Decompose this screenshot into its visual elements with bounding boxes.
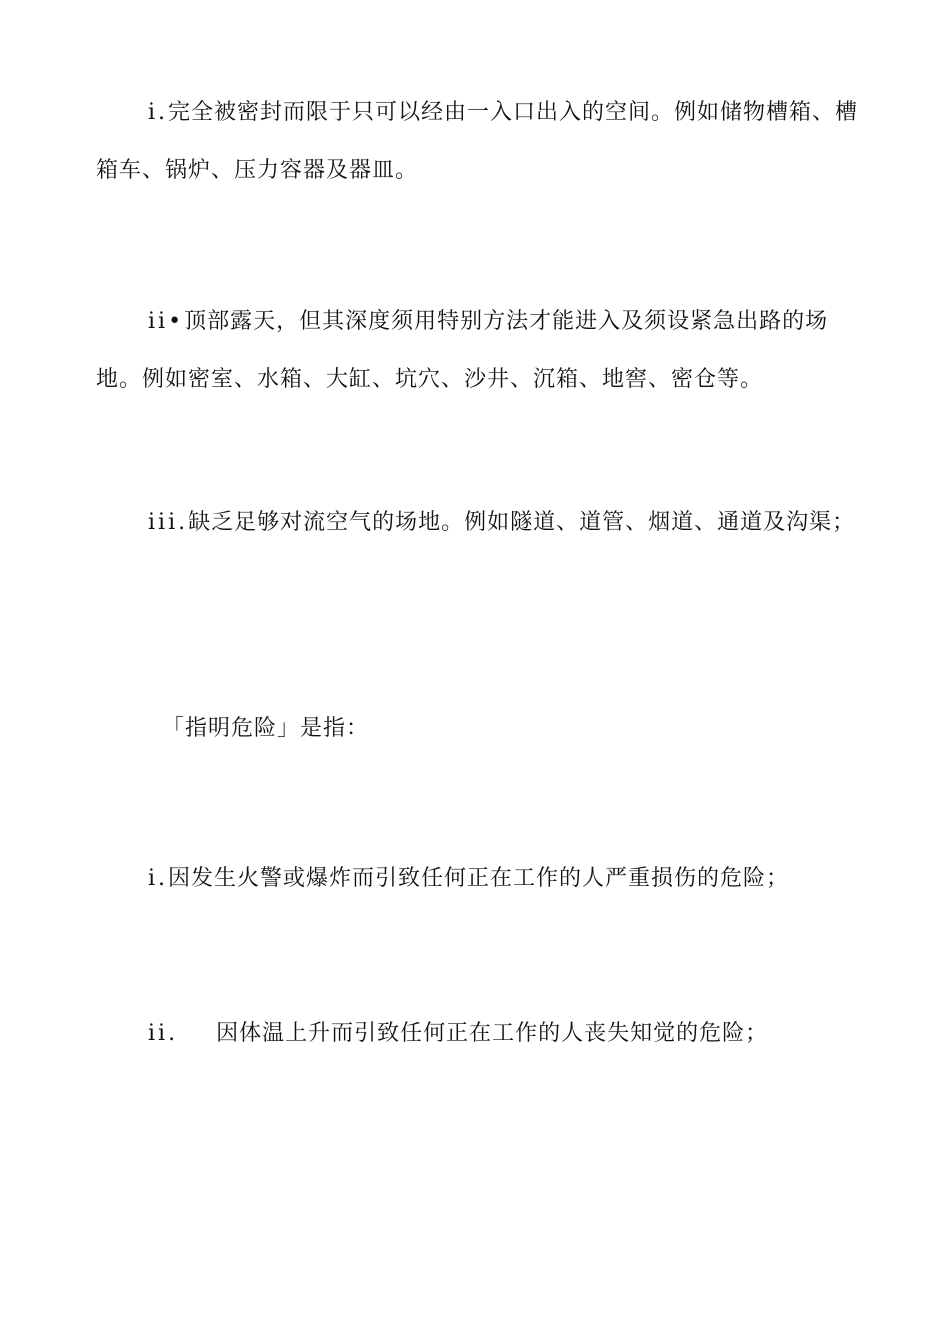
list-marker: i.: [148, 100, 169, 125]
list-marker: ii•: [148, 309, 185, 334]
paragraph-item-iii-poor-ventilation: [96, 494, 866, 552]
paragraph-text: 因体温上升而引致任何正在工作的人丧失知觉的危险；: [216, 1021, 769, 1046]
paragraph-item-ii-open-top-space: [96, 293, 866, 409]
list-marker: i.: [148, 866, 169, 891]
paragraph-text: 缺乏足够对流空气的场地。例如隧道、道管、烟道、通道及沟渠；: [188, 510, 856, 535]
paragraph-danger-i-fire-explosion: [96, 850, 866, 908]
paragraph-specified-danger-heading: [96, 700, 866, 758]
list-marker: iii.: [148, 510, 189, 535]
list-marker: ii.: [148, 1021, 179, 1046]
paragraph-item-i-enclosed-space: [96, 84, 866, 200]
paragraph-text: 完全被密封而限于只可以经由一入口出入的空间。例如储物槽箱、槽箱车、锅炉、压力容器及器皿。: [96, 100, 859, 183]
paragraph-danger-ii-body-temperature: [96, 1005, 866, 1063]
paragraph-text: 顶部露天，但其深度须用特别方法才能进入及须设紧急出路的场地。例如密室、水箱、大缸、坑穴、沙井、沉箱、地窖、密仓等。: [96, 309, 829, 392]
paragraph-text: 因发生火警或爆炸而引致任何正在工作的人严重损伤的危险；: [168, 866, 790, 891]
paragraph-text: 「指明危险」是指：: [162, 716, 370, 741]
